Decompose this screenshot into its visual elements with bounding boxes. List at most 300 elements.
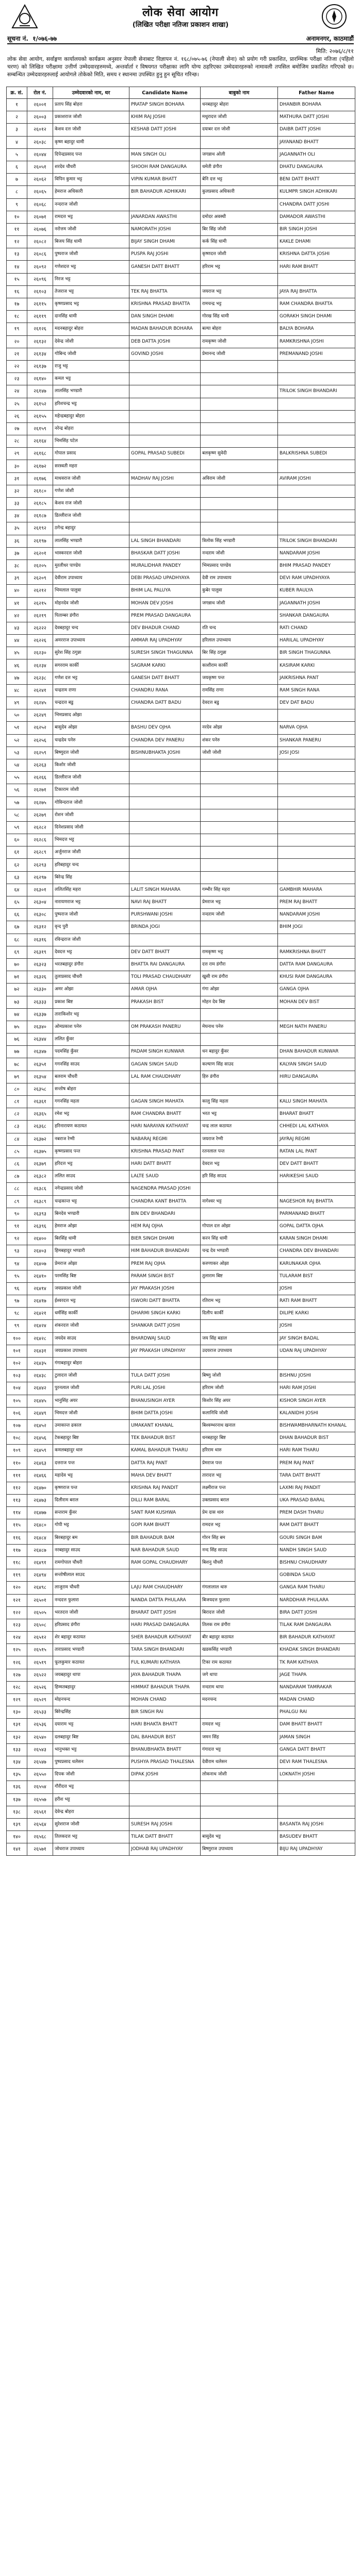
roll-cell: २६५०५	[27, 1606, 53, 1619]
candidate-name-np: दलबहादुर बिष्ट	[53, 1731, 129, 1743]
candidate-name-en	[129, 435, 201, 448]
father-name-en: KRISHNA DATTA JOSHI	[278, 248, 355, 261]
father-name-en: MOHAN DEV BIST	[278, 996, 355, 1008]
roll-cell: २६३९३	[27, 1208, 53, 1220]
candidate-name-en	[129, 136, 201, 148]
father-name-np: बिजयदत्त फुलारा	[201, 1594, 278, 1606]
roll-cell: २६०९२	[27, 261, 53, 273]
serial-cell: ८४	[7, 1133, 27, 1145]
candidate-name-np: मुरलीधर पाण्डेय	[53, 560, 129, 572]
candidate-name-en: DIPAK JOSHI	[129, 1769, 201, 1781]
father-name-np: दयाबर दत्त जोशी	[201, 124, 278, 136]
serial-cell: ३१	[7, 472, 27, 485]
father-name-np: जयराज रेग्मी	[201, 1133, 278, 1145]
father-name-np: मेघनाथ पनेरु	[201, 1021, 278, 1033]
roll-cell: २६१२६	[27, 323, 53, 335]
father-name-en: BISHNU JOSHI	[278, 1370, 355, 1382]
father-name-np	[201, 410, 278, 422]
roll-cell: २६४५२	[27, 1419, 53, 1432]
father-name-np	[201, 1320, 278, 1332]
serial-cell: ८१	[7, 1096, 27, 1108]
candidate-name-en: KRISHNA RAJ PANDIT	[129, 1482, 201, 1494]
candidate-name-np: चन्द्रकान्त भट्ट	[53, 1195, 129, 1208]
table-row	[7, 1058, 355, 1071]
roll-cell: २६२०९	[27, 572, 53, 585]
father-name-np	[201, 198, 278, 211]
father-name-en: BISHNU CHAUDHARY	[278, 1556, 355, 1569]
serial-cell: ८८	[7, 1183, 27, 1195]
father-name-en: MADAN CHAND	[278, 1694, 355, 1706]
serial-cell: ६	[7, 161, 27, 173]
candidate-name-en	[129, 809, 201, 821]
serial-cell: १३६	[7, 1781, 27, 1793]
roll-cell: २६५२६	[27, 1681, 53, 1693]
serial-cell: १३२	[7, 1731, 27, 1743]
roll-cell: २६५५७	[27, 1793, 53, 1806]
father-name-en: NANDARAM TAMRAKAR	[278, 1681, 355, 1693]
father-name-np	[201, 871, 278, 884]
serial-cell: १२	[7, 236, 27, 248]
serial-cell: ३८	[7, 560, 27, 572]
table-row	[7, 946, 355, 958]
father-name-np	[201, 460, 278, 472]
table-row	[7, 1308, 355, 1320]
candidate-name-en: BHANUBHAKTA BHATT	[129, 1743, 201, 1756]
candidate-name-np: केशव राज जोशी	[53, 498, 129, 510]
father-name-en: BENI DATT BHATT	[278, 174, 355, 186]
table-row	[7, 1158, 355, 1170]
serial-cell: १०२	[7, 1357, 27, 1369]
serial-cell: ७४	[7, 1008, 27, 1021]
serial-cell: १२६	[7, 1656, 27, 1669]
serial-cell: ९३	[7, 1245, 27, 1258]
father-name-en: NARVA OJHA	[278, 722, 355, 734]
candidate-name-en: BHIM LAL PALUYA	[129, 585, 201, 597]
candidate-name-en: NAR BAHADUR SAUD	[129, 1544, 201, 1556]
candidate-name-np: गणेशदत्त भट्ट	[53, 261, 129, 273]
serial-cell: १०१	[7, 1345, 27, 1357]
serial-cell: ११३	[7, 1495, 27, 1507]
roll-cell: २६३०१	[27, 884, 53, 896]
serial-cell: १११	[7, 1469, 27, 1482]
serial-cell: ५९	[7, 821, 27, 834]
father-name-en: GAMBHIR MAHARA	[278, 884, 355, 896]
candidate-name-np: दिनेशप्रसाद जोशी	[53, 821, 129, 834]
roll-cell: २६४०३	[27, 1245, 53, 1258]
father-name-en	[278, 759, 355, 771]
table-row	[7, 1195, 355, 1208]
serial-cell: ९६	[7, 1282, 27, 1295]
father-name-np	[201, 1033, 278, 1046]
candidate-name-en: BHATTA RAI DANGAURA	[129, 958, 201, 971]
candidate-name-en: NAGENDRA PRASAD JOSHI	[129, 1183, 201, 1195]
father-name-en: GORAKH SINGH DHAMI	[278, 311, 355, 323]
table-row	[7, 211, 355, 223]
table-row	[7, 373, 355, 385]
father-name-en	[278, 834, 355, 846]
candidate-name-en	[129, 821, 201, 834]
father-name-np: जगन्नाथ जोशी	[201, 597, 278, 609]
candidate-name-en	[129, 198, 201, 211]
candidate-name-en: SAGRAM KARKI	[129, 659, 201, 672]
table-row	[7, 1644, 355, 1656]
father-name-en: JOSHI	[278, 1282, 355, 1295]
serial-cell: ८३	[7, 1121, 27, 1133]
father-name-en: BHIM JOGI	[278, 921, 355, 934]
candidate-name-np: उमाकान्त ढकाल	[53, 1419, 129, 1432]
candidate-name-en: BHARAT DATT JOSHI	[129, 1606, 201, 1619]
serial-cell: १३८	[7, 1806, 27, 1818]
candidate-name-np: परमसिंह बिष्ट	[53, 1270, 129, 1282]
roll-cell: २६४७३	[27, 1495, 53, 1507]
father-name-en	[278, 435, 355, 448]
roll-cell: २६३८२	[27, 1171, 53, 1183]
father-name-en	[278, 709, 355, 722]
father-name-en: KHUSI RAM DANGAURA	[278, 971, 355, 984]
father-name-np	[201, 709, 278, 722]
roll-cell: २६४३१	[27, 1345, 53, 1357]
table-row	[7, 298, 355, 311]
serial-cell: ५६	[7, 784, 27, 796]
father-name-np: चन्द्र लाल कठायत	[201, 1121, 278, 1133]
table-row	[7, 223, 355, 235]
father-name-np: रामदत्त भट्ट	[201, 1519, 278, 1532]
candidate-name-np: रविन्द्रराज जोशी	[53, 934, 129, 946]
candidate-name-en: VIPIN KUMAR BHATT	[129, 174, 201, 186]
serial-cell: ७०	[7, 958, 27, 971]
roll-cell: २६३७२	[27, 1133, 53, 1145]
roll-cell: २६३१६	[27, 934, 53, 946]
candidate-name-np: बिरसिंह धामी	[53, 1233, 129, 1245]
roll-cell: २६३१२	[27, 921, 53, 934]
serial-cell: १२८	[7, 1681, 27, 1693]
father-name-np: हरिराम थारु	[201, 1445, 278, 1457]
father-name-en: SHANKAR DANGAURA	[278, 609, 355, 622]
roll-cell: २६३६५	[27, 1108, 53, 1121]
candidate-name-np: हरिप्रसाद डंगौरा	[53, 1619, 129, 1631]
table-row	[7, 261, 355, 273]
roll-cell: २६२०५	[27, 560, 53, 572]
candidate-name-np: कृष्ण बहादुर धामी	[53, 136, 129, 148]
table-row	[7, 971, 355, 984]
father-name-np: कलानिधि जोशी	[201, 1407, 278, 1419]
candidate-name-np: ठगेन्द्र बहादुर	[53, 522, 129, 535]
candidate-name-np: हरिदत्त भट्ट	[53, 1158, 129, 1170]
serial-cell: ४५	[7, 647, 27, 659]
candidate-name-en: TEK BAHADUR BIST	[129, 1432, 201, 1445]
father-name-en: UKA PRASAD BARAL	[278, 1495, 355, 1507]
table-row	[7, 1282, 355, 1295]
father-name-np: गंगादत्त भट्ट	[201, 1743, 278, 1756]
candidate-name-np: तेजराज भट्ट	[53, 285, 129, 298]
serial-cell: १३३	[7, 1743, 27, 1756]
table-row	[7, 1706, 355, 1719]
roll-cell: २६५६८	[27, 1831, 53, 1843]
candidate-name-np: नबराज रेग्मी	[53, 1133, 129, 1145]
table-row	[7, 734, 355, 747]
serial-cell: ९७	[7, 1295, 27, 1308]
father-name-np	[201, 784, 278, 796]
candidate-name-en: RAM CHANDRA BHATT	[129, 1108, 201, 1121]
table-row	[7, 435, 355, 448]
serial-cell: ३५	[7, 522, 27, 535]
serial-cell: ३६	[7, 535, 27, 547]
candidate-name-en: MADAN BAHADUR BOHARA	[129, 323, 201, 335]
father-name-en: DILIPE KARKI	[278, 1308, 355, 1320]
serial-cell: ६१	[7, 846, 27, 859]
father-name-np: प्रेमराज भट्ट	[201, 896, 278, 909]
table-row	[7, 1208, 355, 1220]
father-name-np	[201, 398, 278, 410]
roll-cell: २६०९६	[27, 273, 53, 285]
candidate-name-en: HARI BHAKTA BHATT	[129, 1719, 201, 1731]
table-row	[7, 335, 355, 348]
serial-cell: २६	[7, 410, 27, 422]
table-row	[7, 871, 355, 884]
father-name-en	[278, 796, 355, 809]
roll-cell: २६१६८	[27, 448, 53, 460]
father-name-np: दिलीप कार्की	[201, 1308, 278, 1320]
candidate-name-np: महादेव भट्ट	[53, 1469, 129, 1482]
father-name-en: BIR BAHADUR KATHAYAT	[278, 1632, 355, 1644]
father-name-en: GOBINDA SAUD	[278, 1569, 355, 1582]
candidate-name-en: MOHAN CHAND	[129, 1694, 201, 1706]
roll-cell: २६३८६	[27, 1183, 53, 1195]
candidate-name-en	[129, 796, 201, 809]
candidate-name-en: KRISHNA PRASAD BHATTA	[129, 298, 201, 311]
father-name-np	[201, 1806, 278, 1818]
roll-cell: २६४५९	[27, 1445, 53, 1457]
table-row	[7, 1395, 355, 1407]
candidate-name-en: NABARAJ REGMI	[129, 1133, 201, 1145]
candidate-name-np: हेमराज अधिकारी	[53, 186, 129, 198]
father-name-np: बल्या बोहरा	[201, 323, 278, 335]
father-name-en: HARI RAM JOSHI	[278, 1382, 355, 1395]
serial-cell: ७१	[7, 971, 27, 984]
serial-cell: ७७	[7, 1046, 27, 1058]
candidate-name-en: MOHAN DEV JOSHI	[129, 597, 201, 609]
serial-cell: १४०	[7, 1831, 27, 1843]
father-name-np	[201, 1357, 278, 1369]
serial-cell: ११९	[7, 1569, 27, 1582]
table-row	[7, 1694, 355, 1706]
roll-cell: २६२१२	[27, 585, 53, 597]
father-name-np: तारादत्त भट्ट	[201, 1469, 278, 1482]
roll-cell: २६१६४	[27, 435, 53, 448]
father-name-en	[278, 398, 355, 410]
father-name-en: BIR SINGH JOSHI	[278, 223, 355, 235]
serial-cell: १९	[7, 323, 27, 335]
candidate-name-np: पुष्पप्रसाद थलेसन	[53, 1756, 129, 1768]
table-row	[7, 485, 355, 497]
father-name-en: NANDH SINGH SAUD	[278, 1544, 355, 1556]
candidate-name-en	[129, 398, 201, 410]
father-name-np: हरि सिंह साउद	[201, 1171, 278, 1183]
father-name-en: JAYA RAJ BHATTA	[278, 285, 355, 298]
serial-cell: १३०	[7, 1706, 27, 1719]
serial-cell: ४७	[7, 672, 27, 684]
father-name-np: हिरु डंगौरा	[201, 1071, 278, 1083]
serial-cell: १३९	[7, 1818, 27, 1831]
candidate-name-en: JANARDAN AWASTHI	[129, 211, 201, 223]
candidate-name-np: प्रकाशराज जोशी	[53, 111, 129, 124]
candidate-name-en	[129, 522, 201, 535]
candidate-name-en	[129, 934, 201, 946]
table-row	[7, 697, 355, 709]
father-name-np: बिश्वम्भरनाथ खनाल	[201, 1419, 278, 1432]
father-name-en: NAGESHOR RAJ BHATTA	[278, 1195, 355, 1208]
candidate-name-np: गोपाल प्रसाद	[53, 448, 129, 460]
candidate-name-np: निरज भट्ट	[53, 273, 129, 285]
candidate-name-en	[129, 1806, 201, 1818]
candidate-name-np: लालसिंह भण्डारी	[53, 385, 129, 398]
serial-cell: ५४	[7, 759, 27, 771]
father-name-en: PREM DASH THARU	[278, 1507, 355, 1519]
serial-cell: ५२	[7, 734, 27, 747]
father-name-en: GOPAL DATTA OJHA	[278, 1220, 355, 1232]
father-name-en: HIRU DANGAURA	[278, 1071, 355, 1083]
father-name-np	[201, 360, 278, 372]
roll-cell: २६१३४	[27, 348, 53, 360]
father-name-np: कृष्णदत्त जोशी	[201, 248, 278, 261]
serial-cell: २१	[7, 348, 27, 360]
candidate-name-en	[129, 1569, 201, 1582]
serial-cell: ७६	[7, 1033, 27, 1046]
candidate-name-en	[129, 1008, 201, 1021]
roll-cell: २६३०८	[27, 909, 53, 921]
col-roll: रोल नं.	[27, 87, 53, 99]
candidate-name-en	[129, 273, 201, 285]
roll-cell: २६०७६	[27, 223, 53, 235]
serial-cell: १०३	[7, 1370, 27, 1382]
candidate-name-en: TOLI PRASAD CHAUDHARY	[129, 971, 201, 984]
father-name-np: उक्तप्रसाद बराल	[201, 1495, 278, 1507]
table-row	[7, 1121, 355, 1133]
table-row	[7, 909, 355, 921]
father-name-np: लोकनाथ जोशी	[201, 1769, 278, 1781]
candidate-name-np: रोशन जोशी	[53, 809, 129, 821]
table-row	[7, 1270, 355, 1282]
candidate-name-np: चन्द्रदेव पनेरु	[53, 734, 129, 747]
father-name-np	[201, 422, 278, 435]
candidate-name-np: हरीश भट्ट	[53, 1793, 129, 1806]
roll-cell: २६३२३	[27, 958, 53, 971]
candidate-name-en: BIR BAHADUR ADHIKARI	[129, 186, 201, 198]
table-row	[7, 1669, 355, 1681]
candidate-name-en	[129, 759, 201, 771]
candidate-name-np: भानुभक्त भट्ट	[53, 1743, 129, 1756]
table-row	[7, 1171, 355, 1183]
father-name-en: GANGA DATT BHATT	[278, 1743, 355, 1756]
father-name-np: प्रेम दास थारु	[201, 1507, 278, 1519]
father-name-en	[278, 373, 355, 385]
table-row	[7, 1407, 355, 1419]
roll-cell: २६५०१	[27, 1594, 53, 1606]
candidate-name-np: गंगाबहादुर बोहरा	[53, 1357, 129, 1369]
serial-cell: २०	[7, 335, 27, 348]
father-name-en: CHANDRA DEV BHANDARI	[278, 1245, 355, 1258]
serial-cell: ९८	[7, 1308, 27, 1320]
roll-cell: २६४४५	[27, 1395, 53, 1407]
roll-cell: २६४८०	[27, 1519, 53, 1532]
table-row	[7, 759, 355, 771]
candidate-name-np: जयप्रकाश उपाध्याय	[53, 1345, 129, 1357]
father-name-np: खुसी राम डंगौरा	[201, 971, 278, 984]
father-name-en: JAIKRISHNA PANT	[278, 672, 355, 684]
table-row	[7, 1532, 355, 1544]
roll-cell: २६३७५	[27, 1145, 53, 1158]
table-row	[7, 934, 355, 946]
candidate-name-np: टिकाराम जोशी	[53, 784, 129, 796]
roll-cell: २६०६८	[27, 198, 53, 211]
father-name-np: जयराज भट्ट	[201, 285, 278, 298]
table-row	[7, 1432, 355, 1445]
father-name-np: भरत भट्ट	[201, 1108, 278, 1121]
father-name-en: HARIKESHI SAUD	[278, 1171, 355, 1183]
candidate-name-np: केशव दत्त जोशी	[53, 124, 129, 136]
roll-cell: २६४१०	[27, 1270, 53, 1282]
candidate-name-np: पुष्पराज जोशी	[53, 248, 129, 261]
father-name-np	[201, 136, 278, 148]
father-name-np	[201, 834, 278, 846]
serial-cell: १३५	[7, 1769, 27, 1781]
candidate-name-en: SANT RAM KUSHWA	[129, 1507, 201, 1519]
father-name-en: RAM SINGH RANA	[278, 684, 355, 697]
father-name-en: NARDDHAR PHULARA	[278, 1594, 355, 1606]
candidate-name-en	[129, 485, 201, 497]
candidate-name-np: देवबहादुर चन्द	[53, 622, 129, 634]
father-name-en: TRILOK SINGH BHANDARI	[278, 385, 355, 398]
serial-cell: ९०	[7, 1208, 27, 1220]
roll-cell: २६४५६	[27, 1432, 53, 1445]
table-row	[7, 1569, 355, 1582]
candidate-name-np: जयबहादुर थापा	[53, 1669, 129, 1681]
table-row	[7, 1083, 355, 1095]
table-row	[7, 859, 355, 871]
table-row	[7, 659, 355, 672]
candidate-name-np: नारायणराज भट्ट	[53, 896, 129, 909]
roll-cell: २६२३४	[27, 659, 53, 672]
candidate-name-np: शरदेव चौधरी	[53, 161, 129, 173]
candidate-name-en	[129, 1357, 201, 1369]
candidate-name-np: रामगोपाल चौधरी	[53, 1556, 129, 1569]
table-row	[7, 472, 355, 485]
table-row	[7, 273, 355, 285]
candidate-name-np: टेकबहादुर बिष्ट	[53, 1432, 129, 1445]
father-name-np: नन्दराम थापा	[201, 1681, 278, 1693]
candidate-name-en: GOPAL PRASAD SUBEDI	[129, 448, 201, 460]
roll-cell: २६४२८	[27, 1332, 53, 1345]
table-row	[7, 635, 355, 647]
father-name-en: PREMANAND JOSHI	[278, 348, 355, 360]
table-row	[7, 348, 355, 360]
father-name-np	[201, 1793, 278, 1806]
serial-cell: १६	[7, 285, 27, 298]
candidate-name-np: नरेन्द्र बोहरा	[53, 422, 129, 435]
serial-cell: २७	[7, 422, 27, 435]
table-row	[7, 1556, 355, 1569]
candidate-name-np: गौरीदत्त भट्ट	[53, 1781, 129, 1793]
table-row	[7, 896, 355, 909]
father-name-en: JAGANNATH OLI	[278, 148, 355, 161]
table-row	[7, 821, 355, 834]
roll-cell: २६१९२	[27, 522, 53, 535]
father-name-en	[278, 772, 355, 784]
serial-cell: ४४	[7, 635, 27, 647]
father-name-np: रामदत्त भट्ट	[201, 1719, 278, 1731]
serial-cell: १०६	[7, 1407, 27, 1419]
candidate-name-np: रमेश भट्ट	[53, 1108, 129, 1121]
